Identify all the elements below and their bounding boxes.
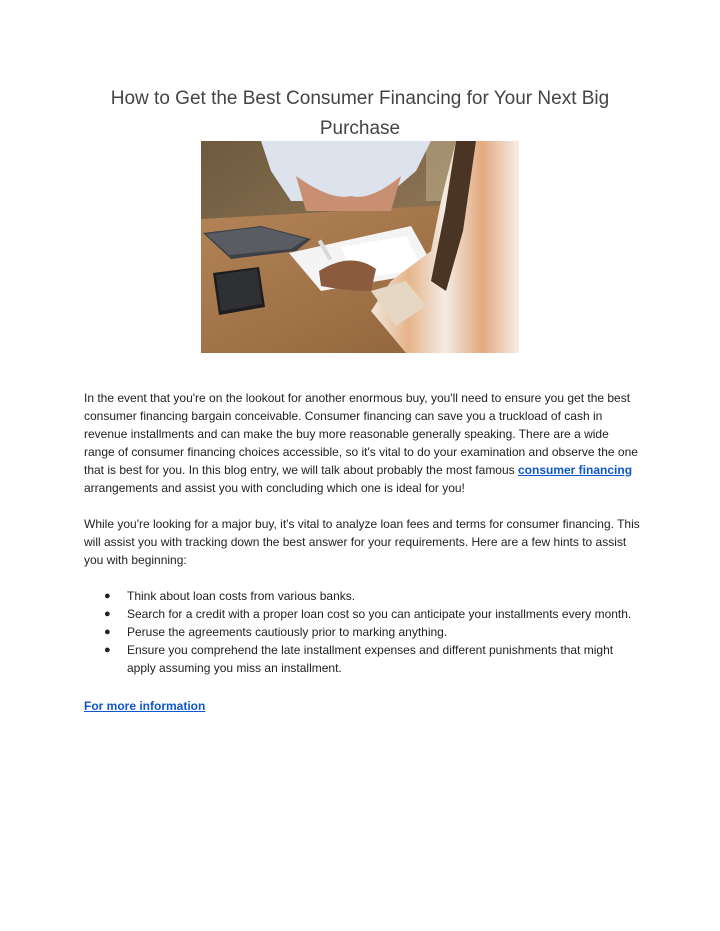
bullet-icon: ● [104,626,111,638]
list-item [84,587,640,605]
list-item-text: Ensure you comprehend the late installment expenses and different punishments that might apply assuming you miss an installment. [127,643,614,675]
article-photo [201,141,519,353]
tips-paragraph: While you're looking for a major buy, it's vital to analyze loan fees and terms for consumer financing. This will assist you with tracking down the best answer for your requirements. Here are a few hints to assist you with beginning: [84,517,640,567]
more-info-container [84,697,205,715]
list-item [84,623,640,641]
bullet-icon: ● [104,608,111,620]
list-item [84,605,640,623]
page-title: How to Get the Best Consumer Financing for Your Next Big Purchase [110,88,610,139]
tips-list [84,587,640,677]
more-information-link[interactable]: For more information [84,699,206,713]
photo-icon [201,141,519,353]
bullet-icon: ● [104,590,111,602]
bullet-icon: ● [104,644,111,656]
consumer-financing-link[interactable]: consumer financing [518,463,633,477]
intro-text-after: arrangements and assist you with concluding which one is ideal for you! [84,481,465,495]
list-item-text: Search for a credit with a proper loan cost so you can anticipate your installments every month. [127,607,632,621]
intro-text-before: In the event that you're on the lookout for another enormous buy, you'll need to ensure you get the best consumer financing bargain conceivable. Consumer financing can save you a truckload of cash in revenue installments and can make the buy more reasonable generally speaking. There are a wide range of consumer financing choices accessible, so it's vital to do your examination and observe the one that is best for you. In this blog entry, we will talk about probably the most famous [84,391,638,477]
list-item-text: Think about loan costs from various banks. [127,589,356,603]
intro-paragraph [84,389,640,497]
list-item-text: Peruse the agreements cautiously prior to marking anything. [127,625,448,639]
list-item [84,641,640,677]
